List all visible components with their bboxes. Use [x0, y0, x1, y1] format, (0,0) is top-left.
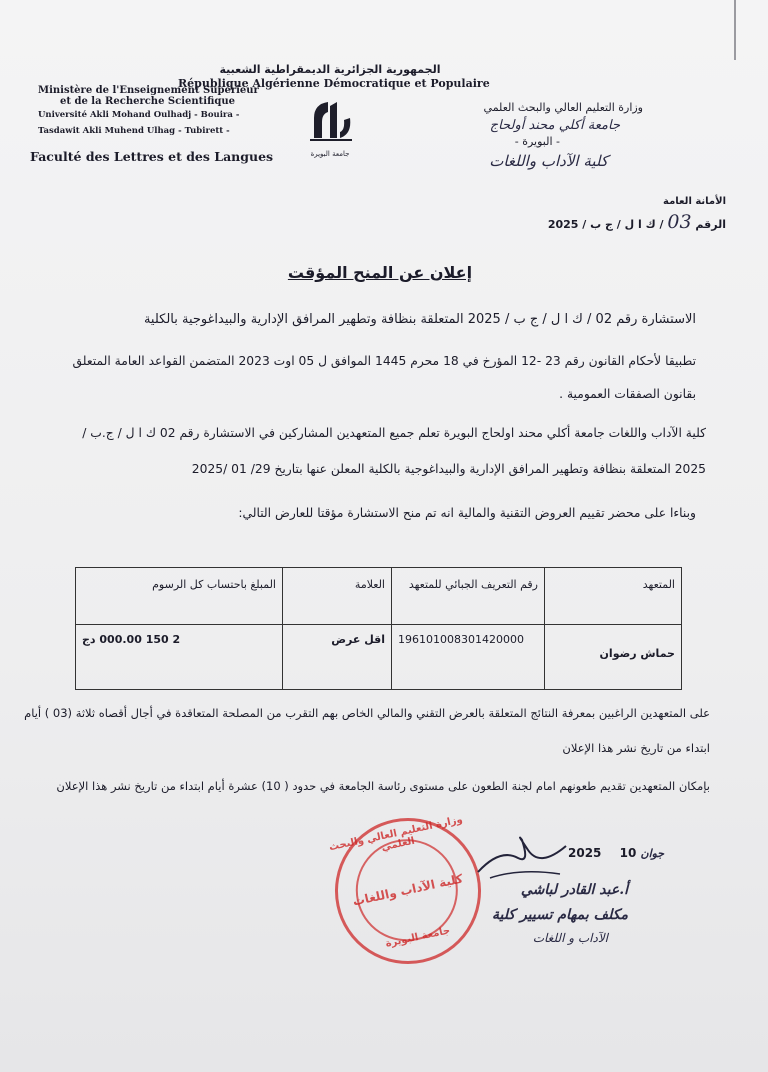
- table-cell-amount-value: 2 150 000.00 دج: [82, 633, 181, 646]
- signature-date-year: 2025: [568, 846, 602, 860]
- award-table: [75, 567, 682, 690]
- signature-date-month: جوان: [640, 847, 665, 860]
- header-faculty-ar: كلية الآداب واللغات: [489, 152, 608, 170]
- university-logo: [300, 92, 360, 152]
- announcement-title: إعلان عن المنح المؤقت: [287, 263, 473, 282]
- paragraph-results-line1: على المتعهدين الراغبين بمعرفة النتائج المتعلقة بالعرض التقني والمالي الخاص بهم التقرب من المصلحة المتعاقدة في أجال أقصاه ثلاثة (03 ) أيام: [24, 706, 710, 720]
- reference-number-label: الرقم: [695, 218, 726, 231]
- header-city-ar: - البويرة -: [514, 135, 560, 148]
- university-logo-icon: [300, 92, 360, 152]
- paragraph-consultation: الاستشارة رقم 02 / ك ا ل / ج ب / 2025 المتعلقة بنظافة وتطهير المرافق الإدارية والبيداغوجية بالكلية: [143, 312, 696, 327]
- paragraph-faculty-line1: كلية الآداب واللغات جامعة أكلي محند اولحاج البويرة تعلم جميع المتعهدين المشاركين في الاستشارة رقم 02 ك ا ل / ج.ب /: [82, 426, 706, 440]
- header-university-fr: Université Akli Mohand Oulhadj - Bouira -: [38, 110, 240, 120]
- table-cell-mark: اقل عرض: [283, 625, 392, 690]
- header-university-tz: Tasdawit Akli Muhend Ulhag - Tubirett -: [38, 126, 230, 136]
- paragraph-evaluation: وبناءا على محضر تقييم العروض التقنية والمالية انه تم منح الاستشارة مؤقتا للعارض التالي:: [238, 506, 696, 520]
- table-row: [76, 625, 682, 690]
- reference-number-suffix: / ك ا ل / ج ب / 2025: [547, 218, 664, 231]
- table-header-row: [76, 568, 682, 625]
- reference-number: [548, 211, 726, 233]
- signatory-name: أ.عبد القادر لباشي: [520, 882, 628, 898]
- logo-caption: جامعة البويرة: [310, 150, 350, 158]
- header-republic-fr: République Algérienne Démocratique et Populaire: [178, 77, 490, 90]
- page-edge-mark: [734, 0, 736, 60]
- signatory-role: مكلف بمهام تسيير كلية: [492, 907, 628, 923]
- reference-number-value: 03: [667, 211, 692, 233]
- header-ministry-ar: وزارة التعليم العالي والبحث العلمي: [483, 101, 643, 114]
- stamp-text-center: كلية الآداب واللغات: [351, 871, 465, 909]
- header-university-ar: جامعة أكلي محند أولحاج: [489, 118, 620, 133]
- header-republic-ar: الجمهورية الجزائرية الديمقراطية الشعبية: [219, 63, 441, 76]
- table-header-tax-id: رقم التعريف الجبائي للمتعهد: [392, 568, 545, 625]
- signature-date-day: 10: [619, 846, 637, 860]
- signatory-faculty: الآداب و اللغات: [532, 931, 608, 945]
- header-faculty-fr: Faculté des Lettres et des Langues: [30, 149, 274, 164]
- table-cell-amount: [76, 625, 283, 690]
- paragraph-appeals: بإمكان المتعهدين تقديم طعونهم امام لجنة الطعون على مستوى رئاسة الجامعة في حدود ( 10) عشرة أيام ابتداء من تاريخ نشر هذا الإعلان: [56, 779, 710, 793]
- stamp-text-bottom: جامعة البويرة: [384, 925, 452, 950]
- table-header-mark: العلامة: [283, 568, 392, 625]
- signature-scribble-icon: [470, 828, 580, 888]
- paragraph-law-line1: تطبيقا لأحكام القانون رقم 23 -12 المؤرخ في 18 محرم 1445 الموافق ل 05 اوت 2023 المتضمن القواعد العامة المتعلق: [72, 354, 696, 368]
- table-header-amount: المبلغ باحتساب كل الرسوم: [76, 568, 283, 625]
- secretariat-label: الأمانة العامة: [663, 196, 726, 207]
- paragraph-faculty-line2: 2025 المتعلقة بنظافة وتطهير المرافق الإدارية والبيداغوجية بالكلية المعلن عنها بتاريخ 29/ 01 /2025: [191, 462, 706, 476]
- header-ministry-fr-2: et de la Recherche Scientifique: [60, 96, 235, 107]
- signature-date: [568, 846, 664, 860]
- handwritten-signature: [470, 828, 580, 888]
- header-ministry-fr-1: Ministère de l'Enseignement Supérieur: [38, 85, 259, 96]
- table-cell-tax-id: 196101008301420000: [392, 625, 545, 690]
- paragraph-law-line2: بقانون الصفقات العمومية .: [559, 387, 696, 401]
- stamp-text-top: وزارة التعليم العالي والبحث العلمي: [328, 814, 464, 854]
- table-header-bidder: المتعهد: [545, 568, 682, 625]
- table-cell-bidder: حماش رضوان: [545, 625, 682, 690]
- paragraph-results-line2: ابتداء من تاريخ نشر هذا الإعلان: [562, 741, 710, 755]
